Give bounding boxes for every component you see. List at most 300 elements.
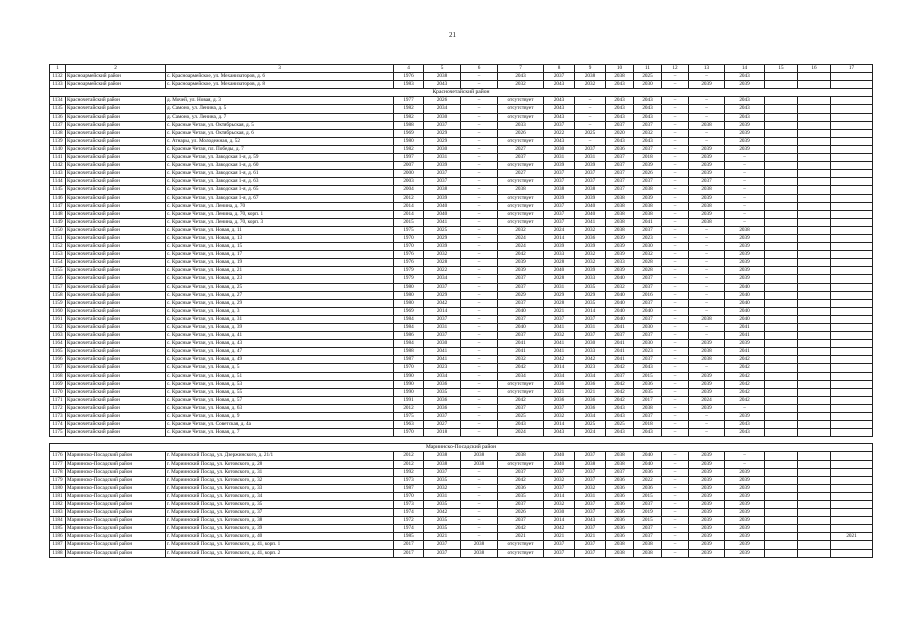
- year-cell: 2043: [634, 429, 662, 437]
- year-cell: 2036: [424, 396, 461, 404]
- year-cell: [831, 549, 873, 557]
- year-cell: –: [725, 186, 765, 194]
- row-number: 1166: [50, 356, 66, 364]
- year-cell: 1974: [394, 525, 424, 533]
- year-cell: 2042: [498, 525, 544, 533]
- year-cell: отсутствует: [498, 541, 544, 549]
- year-cell: 1991: [394, 396, 424, 404]
- year-cell: –: [689, 243, 725, 251]
- year-cell: 2043: [725, 421, 765, 429]
- year-cell: 2038: [689, 186, 725, 194]
- year-cell: 2037: [424, 283, 461, 291]
- year-cell: –: [689, 413, 725, 421]
- year-cell: 2040: [725, 307, 765, 315]
- table-row: [50, 492, 873, 500]
- year-cell: 2039: [725, 476, 765, 484]
- year-cell: 2038: [689, 315, 725, 323]
- year-cell: –: [662, 404, 689, 412]
- year-cell: 2031: [544, 283, 575, 291]
- year-cell: 1970: [394, 243, 424, 251]
- year-cell: 2036: [606, 484, 634, 492]
- year-cell: [831, 388, 873, 396]
- column-number: 17: [831, 65, 873, 73]
- year-cell: 2038: [606, 73, 634, 81]
- year-cell: 2039: [725, 517, 765, 525]
- year-cell: [798, 315, 831, 323]
- year-cell: 2039: [689, 380, 725, 388]
- year-cell: –: [662, 429, 689, 437]
- row-number: 1158: [50, 291, 66, 299]
- year-cell: [798, 202, 831, 210]
- year-cell: 1985: [394, 533, 424, 541]
- address: г. Мариинский Посад, ул. Котовского, д. 38: [166, 517, 394, 525]
- year-cell: –: [461, 476, 498, 484]
- year-cell: 2039: [725, 484, 765, 492]
- year-cell: 2025: [575, 129, 606, 137]
- address: с. Красноармейское, ул. Механизаторов, д. 8: [166, 81, 394, 89]
- year-cell: 2032: [544, 413, 575, 421]
- year-cell: –: [662, 500, 689, 508]
- year-cell: –: [662, 364, 689, 372]
- year-cell: [831, 324, 873, 332]
- year-cell: [831, 307, 873, 315]
- year-cell: –: [662, 525, 689, 533]
- year-cell: [765, 492, 798, 500]
- year-cell: 2029: [544, 291, 575, 299]
- year-cell: 2037: [544, 468, 575, 476]
- year-cell: 2039: [689, 484, 725, 492]
- year-cell: 2040: [498, 307, 544, 315]
- year-cell: 2028: [544, 299, 575, 307]
- table-row: [50, 145, 873, 153]
- year-cell: 2034: [424, 105, 461, 113]
- year-cell: 2039: [725, 234, 765, 242]
- year-cell: –: [662, 413, 689, 421]
- year-cell: [765, 275, 798, 283]
- address: с. Красные Четаи, ул. Новая, д. 31: [166, 315, 394, 323]
- year-cell: 2039: [725, 81, 765, 89]
- year-cell: 2032: [424, 251, 461, 259]
- year-cell: [798, 468, 831, 476]
- year-cell: 2022: [544, 129, 575, 137]
- year-cell: [798, 404, 831, 412]
- year-cell: 2034: [544, 372, 575, 380]
- year-cell: –: [662, 202, 689, 210]
- year-cell: 1974: [394, 509, 424, 517]
- year-cell: 2041: [424, 356, 461, 364]
- district-name: Мариинско-Посадский район: [66, 509, 166, 517]
- year-cell: –: [662, 299, 689, 307]
- year-cell: –: [662, 291, 689, 299]
- year-cell: 1970: [394, 429, 424, 437]
- row-number: 1134: [50, 97, 66, 105]
- district-name: Красночетайский район: [66, 404, 166, 412]
- year-cell: 2042: [424, 509, 461, 517]
- year-cell: [831, 509, 873, 517]
- year-cell: [831, 396, 873, 404]
- year-cell: 2042: [544, 525, 575, 533]
- year-cell: 2038: [461, 460, 498, 468]
- district-name: Мариинско-Посадский район: [66, 500, 166, 508]
- year-cell: [765, 549, 798, 557]
- year-cell: [831, 340, 873, 348]
- year-cell: [831, 194, 873, 202]
- year-cell: 2040: [606, 299, 634, 307]
- year-cell: 2042: [725, 388, 765, 396]
- district-name: Мариинско-Посадский район: [66, 525, 166, 533]
- year-cell: 2039: [725, 145, 765, 153]
- district-name: Красночетайский район: [66, 251, 166, 259]
- year-cell: [765, 340, 798, 348]
- year-cell: 2029: [575, 291, 606, 299]
- year-cell: 2038: [461, 549, 498, 557]
- year-cell: [798, 307, 831, 315]
- address: г. Мариинский Посад, ул. Котовского, д. 40: [166, 533, 394, 541]
- year-cell: 2037: [575, 178, 606, 186]
- year-cell: 2037: [498, 299, 544, 307]
- year-cell: 2042: [575, 356, 606, 364]
- year-cell: 2033: [575, 348, 606, 356]
- year-cell: 2032: [575, 484, 606, 492]
- district-name: Мариинско-Посадский район: [66, 492, 166, 500]
- year-cell: [765, 517, 798, 525]
- year-cell: 2030: [544, 145, 575, 153]
- address: г. Мариинский Посад, ул. Котовского, д. 41, корп. 1: [166, 541, 394, 549]
- year-cell: –: [689, 105, 725, 113]
- year-cell: 2043: [544, 81, 575, 89]
- year-cell: 2021: [831, 533, 873, 541]
- year-cell: [831, 202, 873, 210]
- year-cell: 2039: [689, 404, 725, 412]
- year-cell: [798, 340, 831, 348]
- year-cell: [831, 484, 873, 492]
- address: с. Красные Четаи, ул. Новая, д. 29: [166, 299, 394, 307]
- year-cell: 2039: [689, 194, 725, 202]
- address: с. Красные Четаи, ул. Новая, д. 53: [166, 380, 394, 388]
- district-section-row: [50, 89, 873, 97]
- address: с. Красные Четаи, ул. Новая, д. 7: [166, 429, 394, 437]
- year-cell: 2037: [575, 452, 606, 460]
- year-cell: [831, 541, 873, 549]
- year-cell: [765, 129, 798, 137]
- year-cell: –: [689, 226, 725, 234]
- address: с. Красные Четаи, ул. Ленина, д. 70, корп. 3: [166, 218, 394, 226]
- year-cell: 2037: [498, 283, 544, 291]
- year-cell: 2037: [544, 404, 575, 412]
- year-cell: отсутствует: [498, 178, 544, 186]
- year-cell: 2028: [544, 275, 575, 283]
- year-cell: [798, 267, 831, 275]
- year-cell: 2020: [606, 129, 634, 137]
- year-cell: 2039: [725, 492, 765, 500]
- year-cell: 2040: [424, 210, 461, 218]
- year-cell: [798, 396, 831, 404]
- address: с. Красные Четаи, ул. Новая, д. 43: [166, 340, 394, 348]
- year-cell: отсутствует: [498, 218, 544, 226]
- year-cell: 2039: [606, 243, 634, 251]
- year-cell: 2039: [544, 243, 575, 251]
- year-cell: [765, 500, 798, 508]
- year-cell: –: [461, 380, 498, 388]
- year-cell: [798, 251, 831, 259]
- year-cell: 2038: [606, 549, 634, 557]
- year-cell: [798, 105, 831, 113]
- table-row: [50, 429, 873, 437]
- year-cell: [831, 218, 873, 226]
- year-cell: 2030: [634, 81, 662, 89]
- year-cell: [798, 154, 831, 162]
- year-cell: –: [461, 517, 498, 525]
- district-name: Красночетайский район: [66, 307, 166, 315]
- row-number: 1169: [50, 380, 66, 388]
- year-cell: 1986: [394, 332, 424, 340]
- year-cell: 2012: [394, 460, 424, 468]
- year-cell: 2039: [424, 243, 461, 251]
- year-cell: –: [461, 421, 498, 429]
- district-name: Красночетайский район: [66, 388, 166, 396]
- year-cell: [798, 97, 831, 105]
- year-cell: 2036: [544, 396, 575, 404]
- year-cell: 2038: [689, 356, 725, 364]
- year-cell: 2027: [498, 145, 544, 153]
- year-cell: 2038: [634, 404, 662, 412]
- year-cell: 2039: [725, 121, 765, 129]
- year-cell: 2038: [634, 210, 662, 218]
- year-cell: –: [662, 452, 689, 460]
- year-cell: 2040: [634, 307, 662, 315]
- year-cell: –: [689, 234, 725, 242]
- year-cell: 2039: [725, 500, 765, 508]
- year-cell: –: [461, 226, 498, 234]
- year-cell: 2021: [544, 307, 575, 315]
- year-cell: 2033: [575, 275, 606, 283]
- year-cell: 2030: [424, 145, 461, 153]
- page-number: 21: [449, 31, 456, 39]
- year-cell: 2043: [725, 429, 765, 437]
- year-cell: 2037: [498, 517, 544, 525]
- year-cell: [798, 549, 831, 557]
- year-cell: 2037: [424, 332, 461, 340]
- district-name: Красночетайский район: [66, 129, 166, 137]
- district-name: Красночетайский район: [66, 218, 166, 226]
- row-number: 1154: [50, 259, 66, 267]
- year-cell: –: [689, 259, 725, 267]
- year-cell: –: [662, 194, 689, 202]
- district-name: Мариинско-Посадский район: [66, 541, 166, 549]
- year-cell: 2017: [394, 541, 424, 549]
- year-cell: [765, 380, 798, 388]
- year-cell: 2040: [544, 460, 575, 468]
- year-cell: 2042: [606, 364, 634, 372]
- row-number: 1172: [50, 404, 66, 412]
- year-cell: [765, 194, 798, 202]
- year-cell: 2032: [575, 259, 606, 267]
- row-number: 1162: [50, 324, 66, 332]
- year-cell: –: [575, 137, 606, 145]
- year-cell: [831, 348, 873, 356]
- row-number: 1157: [50, 283, 66, 291]
- district-name: Красночетайский район: [66, 162, 166, 170]
- year-cell: –: [461, 210, 498, 218]
- year-cell: –: [461, 218, 498, 226]
- address: с. Красные Четаи, ул. Новая, д. 13: [166, 234, 394, 242]
- year-cell: [798, 145, 831, 153]
- year-cell: 2039: [725, 129, 765, 137]
- year-cell: –: [662, 460, 689, 468]
- year-cell: 2043: [575, 517, 606, 525]
- year-cell: [831, 315, 873, 323]
- address: г. Мариинский Посад, ул. Дзержинского, д. 21/1: [166, 452, 394, 460]
- row-number: 1163: [50, 332, 66, 340]
- address: с. Красные Четаи, ул. Ленина, д. 70, корп. 1: [166, 210, 394, 218]
- table-row: [50, 210, 873, 218]
- row-number: 1137: [50, 121, 66, 129]
- year-cell: 2031: [575, 324, 606, 332]
- address: г. Мариинский Посад, ул. Котовского, д. 33: [166, 484, 394, 492]
- year-cell: [798, 356, 831, 364]
- year-cell: –: [689, 275, 725, 283]
- year-cell: [831, 186, 873, 194]
- year-cell: –: [725, 170, 765, 178]
- year-cell: 2025: [498, 413, 544, 421]
- year-cell: [798, 429, 831, 437]
- year-cell: 2035: [575, 299, 606, 307]
- year-cell: 2015: [394, 218, 424, 226]
- year-cell: 2042: [725, 364, 765, 372]
- year-cell: –: [461, 429, 498, 437]
- year-cell: 2038: [634, 202, 662, 210]
- year-cell: 2037: [606, 372, 634, 380]
- row-number: 1186: [50, 533, 66, 541]
- year-cell: 2040: [544, 452, 575, 460]
- year-cell: 2042: [606, 388, 634, 396]
- year-cell: [831, 267, 873, 275]
- year-cell: 2037: [606, 186, 634, 194]
- year-cell: 2030: [634, 324, 662, 332]
- year-cell: 2040: [634, 460, 662, 468]
- year-cell: –: [662, 97, 689, 105]
- year-cell: [798, 234, 831, 242]
- year-cell: –: [689, 283, 725, 291]
- year-cell: [798, 226, 831, 234]
- year-cell: 2041: [606, 348, 634, 356]
- district-name: Красноармейский район: [66, 81, 166, 89]
- year-cell: 2042: [725, 396, 765, 404]
- address: г. Мариинский Посад, ул. Котовского, д. 34: [166, 492, 394, 500]
- year-cell: 2039: [575, 194, 606, 202]
- year-cell: 2041: [725, 324, 765, 332]
- year-cell: 2037: [634, 332, 662, 340]
- column-number: 7: [498, 65, 544, 73]
- year-cell: 2014: [544, 234, 575, 242]
- district-name: Красночетайский район: [66, 194, 166, 202]
- year-cell: –: [662, 541, 689, 549]
- district-name: Красночетайский район: [66, 275, 166, 283]
- year-cell: –: [662, 186, 689, 194]
- row-number: 1148: [50, 210, 66, 218]
- year-cell: –: [461, 332, 498, 340]
- address: д. Самоно, ул. Ленина, д. 5: [166, 105, 394, 113]
- year-cell: 2039: [689, 492, 725, 500]
- address: д. Самоно, ул. Ленина, д. 7: [166, 113, 394, 121]
- year-cell: [831, 97, 873, 105]
- year-cell: 2041: [498, 348, 544, 356]
- year-cell: 2037: [634, 533, 662, 541]
- year-cell: 2037: [606, 154, 634, 162]
- year-cell: 2018: [424, 429, 461, 437]
- row-number: 1149: [50, 218, 66, 226]
- year-cell: 2039: [689, 154, 725, 162]
- year-cell: –: [461, 468, 498, 476]
- row-number: 1170: [50, 388, 66, 396]
- year-cell: –: [662, 356, 689, 364]
- year-cell: –: [725, 162, 765, 170]
- year-cell: [765, 533, 798, 541]
- year-cell: 2038: [461, 452, 498, 460]
- year-cell: [831, 243, 873, 251]
- year-cell: 2037: [544, 210, 575, 218]
- address: с. Красные Четаи, ул. Заводская 1-я, д. 63: [166, 178, 394, 186]
- table-row: [50, 243, 873, 251]
- address: с. Красные Четаи, ул. Октябрьская, д. 6: [166, 129, 394, 137]
- year-cell: –: [461, 307, 498, 315]
- year-cell: 2040: [424, 202, 461, 210]
- table-row: [50, 162, 873, 170]
- year-cell: 2043: [634, 364, 662, 372]
- year-cell: [831, 372, 873, 380]
- district-name: Красночетайский район: [66, 121, 166, 129]
- year-cell: 1973: [394, 500, 424, 508]
- year-cell: –: [461, 202, 498, 210]
- year-cell: [765, 476, 798, 484]
- year-cell: –: [662, 137, 689, 145]
- year-cell: 2039: [689, 525, 725, 533]
- year-cell: 2043: [606, 404, 634, 412]
- year-cell: –: [662, 267, 689, 275]
- row-number: 1185: [50, 525, 66, 533]
- column-number: 1: [50, 65, 66, 73]
- year-cell: 2036: [498, 484, 544, 492]
- year-cell: –: [461, 105, 498, 113]
- year-cell: 2036: [634, 468, 662, 476]
- year-cell: 2037: [575, 509, 606, 517]
- year-cell: 2036: [575, 404, 606, 412]
- row-number: 1171: [50, 396, 66, 404]
- year-cell: 2041: [544, 340, 575, 348]
- year-cell: 2027: [498, 170, 544, 178]
- year-cell: 2039: [689, 549, 725, 557]
- address: с. Красные Четаи, ул. Новая, д. 15: [166, 243, 394, 251]
- year-cell: 2015: [634, 372, 662, 380]
- table-row: [50, 113, 873, 121]
- year-cell: –: [461, 315, 498, 323]
- year-cell: 2021: [498, 533, 544, 541]
- year-cell: 2014: [424, 307, 461, 315]
- year-cell: 2032: [498, 356, 544, 364]
- year-cell: –: [461, 251, 498, 259]
- year-cell: –: [662, 105, 689, 113]
- year-cell: отсутствует: [498, 549, 544, 557]
- year-cell: –: [662, 307, 689, 315]
- row-number: 1141: [50, 154, 66, 162]
- year-cell: 2039: [689, 476, 725, 484]
- year-cell: 2038: [544, 186, 575, 194]
- table-row: [50, 476, 873, 484]
- table-row: [50, 299, 873, 307]
- table-row: [50, 121, 873, 129]
- year-cell: 2038: [634, 541, 662, 549]
- district-name: Красночетайский район: [66, 170, 166, 178]
